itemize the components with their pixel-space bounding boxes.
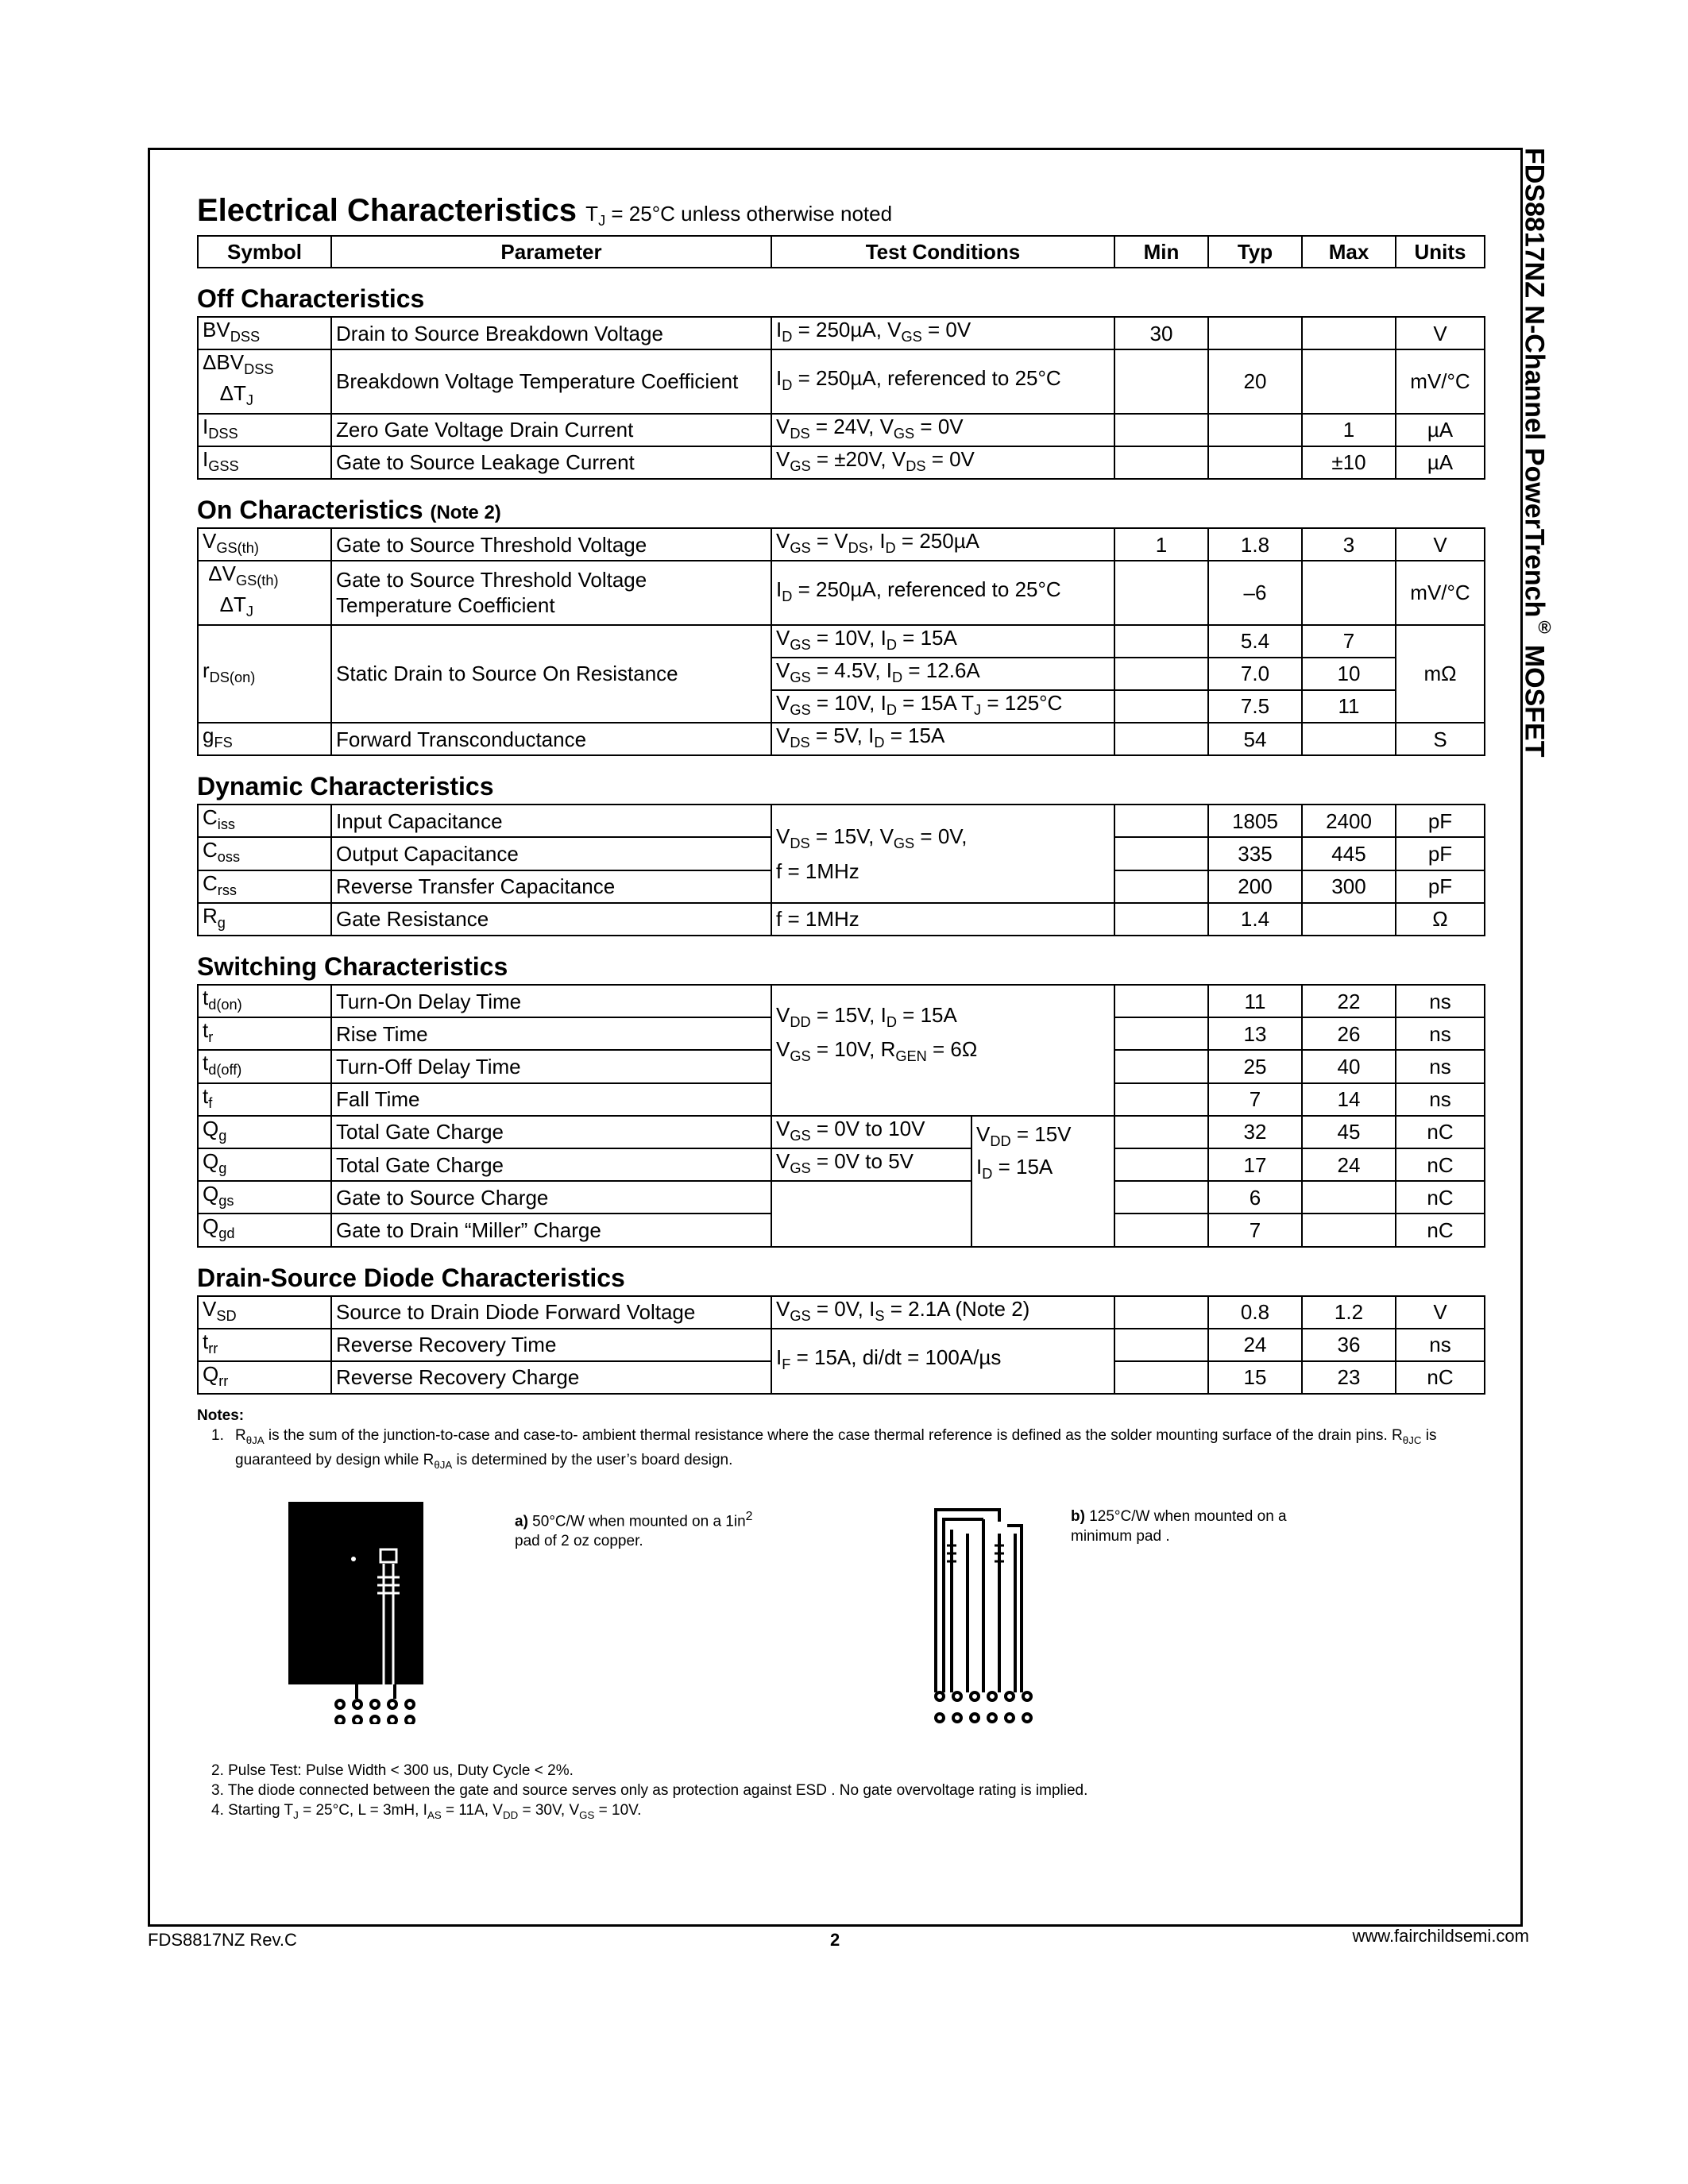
table-row: $t_{d(off)}$ Turn-Off Delay Time 25 40 ns bbox=[198, 1050, 1485, 1082]
table-row: $t_{rr}$ Reverse Recovery Time $I_F = 15A$, di/dt = 100A/µs 24 36 ns bbox=[198, 1329, 1485, 1361]
table-row: $V_{SD}$ Source to Drain Diode Forward Voltage $V_{GS} = 0V$, $I_S = 2.1A$ (Note 2) 0.8 1.2 V bbox=[198, 1296, 1485, 1329]
section-diode: Drain-Source Diode Characteristics bbox=[197, 1263, 625, 1292]
col-units: Units bbox=[1396, 236, 1485, 268]
table-row: $\Delta BV_{DSS}$ $\Delta T_J$ Breakdown Voltage Temperature Coefficient $I_D = 250\mu A$, referenced to 25°C 20 mV/°C bbox=[198, 349, 1485, 413]
footer-revision: FDS8817NZ Rev.C bbox=[148, 1930, 297, 1950]
pad-minimum-figure bbox=[928, 1502, 1039, 1724]
on-table bbox=[197, 527, 1485, 756]
table-row: $t_f$ Fall Time 7 14 ns bbox=[198, 1083, 1485, 1116]
table-row: $I_{DSS}$ Zero Gate Voltage Drain Current $V_{DS} = 24V$, $V_{GS} = 0V$ 1 µA bbox=[198, 414, 1485, 446]
col-min: Min bbox=[1114, 236, 1208, 268]
section-dynamic: Dynamic Characteristics bbox=[197, 772, 494, 801]
off-table bbox=[197, 316, 1485, 480]
table-row: $Q_g$ Total Gate Charge $V_{GS} = 0V$ to 10V $V_{DD} = 15V$ $I_D = 15A$ 32 45 nC bbox=[198, 1116, 1485, 1148]
table-row: $Q_{rr}$ Reverse Recovery Charge 15 23 nC bbox=[198, 1361, 1485, 1394]
table-row: $r_{DS(on)}$ Static Drain to Source On Resistance $V_{GS} = 10V$, $I_D = 15A$ 5.4 7 mΩ bbox=[198, 625, 1485, 658]
notes: Notes: 1. $R_{\theta JA}$ is the sum of the junction-to-case and case-to- ambient thermal resistance where the case thermal reference is defined as the solder mounting surface of the drain pins. $R_{\theta JC}$ is guaranteed by design while $R_{\theta JA}$ is determined by the user’s board design. a) 50°C/W when mounted on a $1in^2$ pad of 2 oz copper. b) 125°C/W when mounted on a minimum pad . 2. Pulse Test: Pulse Width < 300 us, Duty Cycle < 2%. 3. The diode connected between the gate and source serves only as protection against ESD . No gate overvoltage rating is implied. 4. Starting $T_J = 25^\circ C$, L = 3mH, $I_{AS} = 11A$, $V_{DD} = 30V$, $V_{GS} = 10V$. bbox=[197, 1406, 1484, 1824]
content bbox=[197, 187, 1484, 1824]
col-parameter: Parameter bbox=[331, 236, 771, 268]
col-symbol: Symbol bbox=[198, 236, 331, 268]
side-title: FDS8817NZ N-Channel PowerTrench® MOSFET bbox=[1519, 148, 1555, 758]
page-title: Electrical Characteristics $T_J = 25^\circ C$ unless otherwise noted bbox=[197, 193, 893, 230]
table-row: $V_{GS} = 10V$, $I_D = 15A$ $T_J = 125^\circ C$ 7.5 11 bbox=[198, 690, 1485, 723]
note-1: 1. $R_{\theta JA}$ is the sum of the junction-to-case and case-to- ambient thermal resistance where the case thermal reference is defined as the solder mounting surface of the drain pins. $R_{\theta JC}$ is guaranteed by design while $R_{\theta JA}$ is determined by the user’s board design. bbox=[211, 1427, 1437, 1471]
table-row: $Q_{gd}$ Gate to Drain “Miller” Charge 7 nC bbox=[198, 1214, 1485, 1246]
diode-table bbox=[197, 1295, 1485, 1395]
col-test-conditions: Test Conditions bbox=[771, 236, 1114, 268]
figure-a-caption: a) 50°C/W when mounted on a $1in^2$ pad of 2 oz copper. bbox=[515, 1509, 753, 1549]
note-3: 3. The diode connected between the gate and source serves only as protection against ESD . No gate overvoltage rating is implied. bbox=[211, 1781, 1088, 1799]
header-row bbox=[198, 236, 1485, 268]
figure-b-caption: b) 125°C/W when mounted on a minimum pad . bbox=[1071, 1507, 1287, 1545]
footer-website-link[interactable]: www.fairchildsemi.com bbox=[1352, 1926, 1529, 1946]
pad-large-figure bbox=[288, 1502, 423, 1724]
table-row: $C_{oss}$ Output Capacitance 335 445 pF bbox=[198, 837, 1485, 870]
table-row: $g_{FS}$ Forward Transconductance $V_{DS} = 5V$, $I_D = 15A$ 54 S bbox=[198, 723, 1485, 755]
table-row: $C_{rss}$ Reverse Transfer Capacitance 200 300 pF bbox=[198, 870, 1485, 903]
note-4: 4. Starting $T_J = 25^\circ C$, L = 3mH, $I_{AS} = 11A$, $V_{DD} = 30V$, $V_{GS} = 10V$. bbox=[211, 1801, 642, 1821]
switching-table bbox=[197, 984, 1485, 1248]
table-row: $R_g$ Gate Resistance f = 1MHz 1.4 Ω bbox=[198, 903, 1485, 936]
table-row: $BV_{DSS}$ Drain to Source Breakdown Voltage $I_D = 250\mu A$, $V_{GS} = 0V$ 30 V bbox=[198, 317, 1485, 349]
table-row: $V_{GS(th)}$ Gate to Source Threshold Voltage $V_{GS} = V_{DS}$, $I_D = 250\mu A$ 1 1.8 3 V bbox=[198, 528, 1485, 561]
table-row: $I_{GSS}$ Gate to Source Leakage Current $V_{GS} = \pm 20V$, $V_{DS} = 0V$ ±10 µA bbox=[198, 446, 1485, 479]
figure-area bbox=[197, 1475, 1484, 1761]
column-header-table bbox=[197, 235, 1485, 268]
dynamic-table bbox=[197, 804, 1485, 936]
section-switching: Switching Characteristics bbox=[197, 952, 508, 981]
table-row: $Q_{gs}$ Gate to Source Charge 6 nC bbox=[198, 1181, 1485, 1214]
table-row: $t_{d(on)}$ Turn-On Delay Time $V_{DD} = 15V$, $I_D = 15A$ $V_{GS} = 10V$, $R_{GEN} = 6\Omega$ 11 22 ns bbox=[198, 985, 1485, 1017]
table-row: $V_{GS} = 4.5V$, $I_D = 12.6A$ 7.0 10 bbox=[198, 658, 1485, 690]
table-row: $Q_g$ Total Gate Charge $V_{GS} = 0V$ to 5V 17 24 nC bbox=[198, 1148, 1485, 1181]
page-number: 2 bbox=[830, 1930, 840, 1950]
note-2: 2. Pulse Test: Pulse Width < 300 us, Duty Cycle < 2%. bbox=[211, 1761, 574, 1779]
section-on: On Characteristics (Note 2) bbox=[197, 495, 501, 524]
table-row: $C_{iss}$ Input Capacitance $V_{DS} = 15V$, $V_{GS} = 0V$, f = 1MHz 1805 2400 pF bbox=[198, 805, 1485, 837]
section-off: Off Characteristics bbox=[197, 284, 425, 313]
col-typ: Typ bbox=[1208, 236, 1302, 268]
table-row: $\Delta V_{GS(th)}$ $\Delta T_J$ Gate to Source Threshold Voltage Temperature Coefficient $I_D = 250\mu A$, referenced to 25°C –6 mV/°C bbox=[198, 561, 1485, 624]
col-max: Max bbox=[1302, 236, 1396, 268]
table-row: $t_r$ Rise Time 13 26 ns bbox=[198, 1017, 1485, 1050]
